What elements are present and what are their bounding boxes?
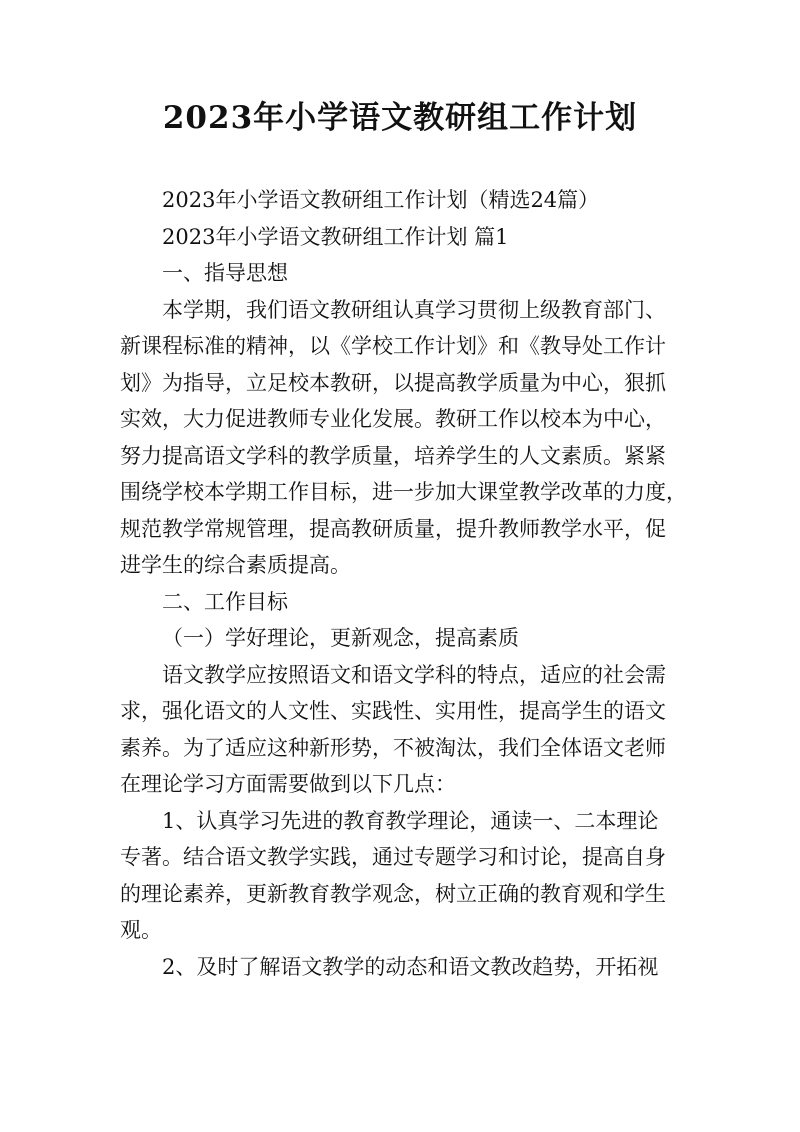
- text-line: 的理论素养，更新教育教学观念，树立正确的教育观和学生: [120, 881, 666, 906]
- text-line: 1、认真学习先进的教育教学理论，通读一、二本理论: [162, 808, 659, 833]
- text-line: 2023年小学语文教研组工作计划 篇1: [162, 224, 509, 249]
- text-line: （一）学好理论，更新观念，提高素质: [162, 626, 519, 650]
- text-line: 一、指导思想: [162, 261, 288, 285]
- text-line: 规范教学常规管理，提高教研质量，提升教师教学水平，促: [120, 516, 666, 541]
- text-line: 语文教学应按照语文和语文学科的特点，适应的社会需: [162, 662, 666, 687]
- text-line: 2、及时了解语文教学的动态和语文教改趋势，开拓视: [162, 954, 659, 979]
- text-line: 努力提高语文学科的教学质量，培养学生的人文素质。紧紧: [120, 443, 666, 468]
- document-title: 2023年小学语文教研组工作计划: [162, 100, 638, 136]
- text-line: 在理论学习方面需要做到以下几点：: [120, 772, 456, 796]
- text-line: 2023年小学语文教研组工作计划（精选24篇）: [162, 188, 600, 212]
- text-line: 新课程标准的精神，以《学校工作计划》和《教导处工作计: [120, 334, 666, 358]
- document-body: [120, 182, 690, 985]
- text-line: 二、工作目标: [162, 589, 288, 614]
- text-line: 实效，大力促进教师专业化发展。教研工作以校本为中心，: [120, 407, 666, 431]
- text-line: 求，强化语文的人文性、实践性、实用性，提高学生的语文: [120, 699, 666, 723]
- text-line: 观。: [120, 918, 162, 942]
- text-line: 素养。为了适应这种新形势，不被淘汰，我们全体语文老师: [120, 735, 666, 760]
- text-line: 围绕学校本学期工作目标，进一步加大课堂教学改革的力度，: [120, 480, 687, 504]
- text-line: 专著。结合语文教学实践，通过专题学习和讨论，提高自身: [120, 845, 666, 869]
- text-line: 本学期，我们语文教研组认真学习贯彻上级教育部门、: [162, 297, 666, 322]
- text-line: 进学生的综合素质提高。: [120, 553, 351, 577]
- text-line: 划》为指导，立足校本教研，以提高教学质量为中心，狠抓: [120, 370, 666, 395]
